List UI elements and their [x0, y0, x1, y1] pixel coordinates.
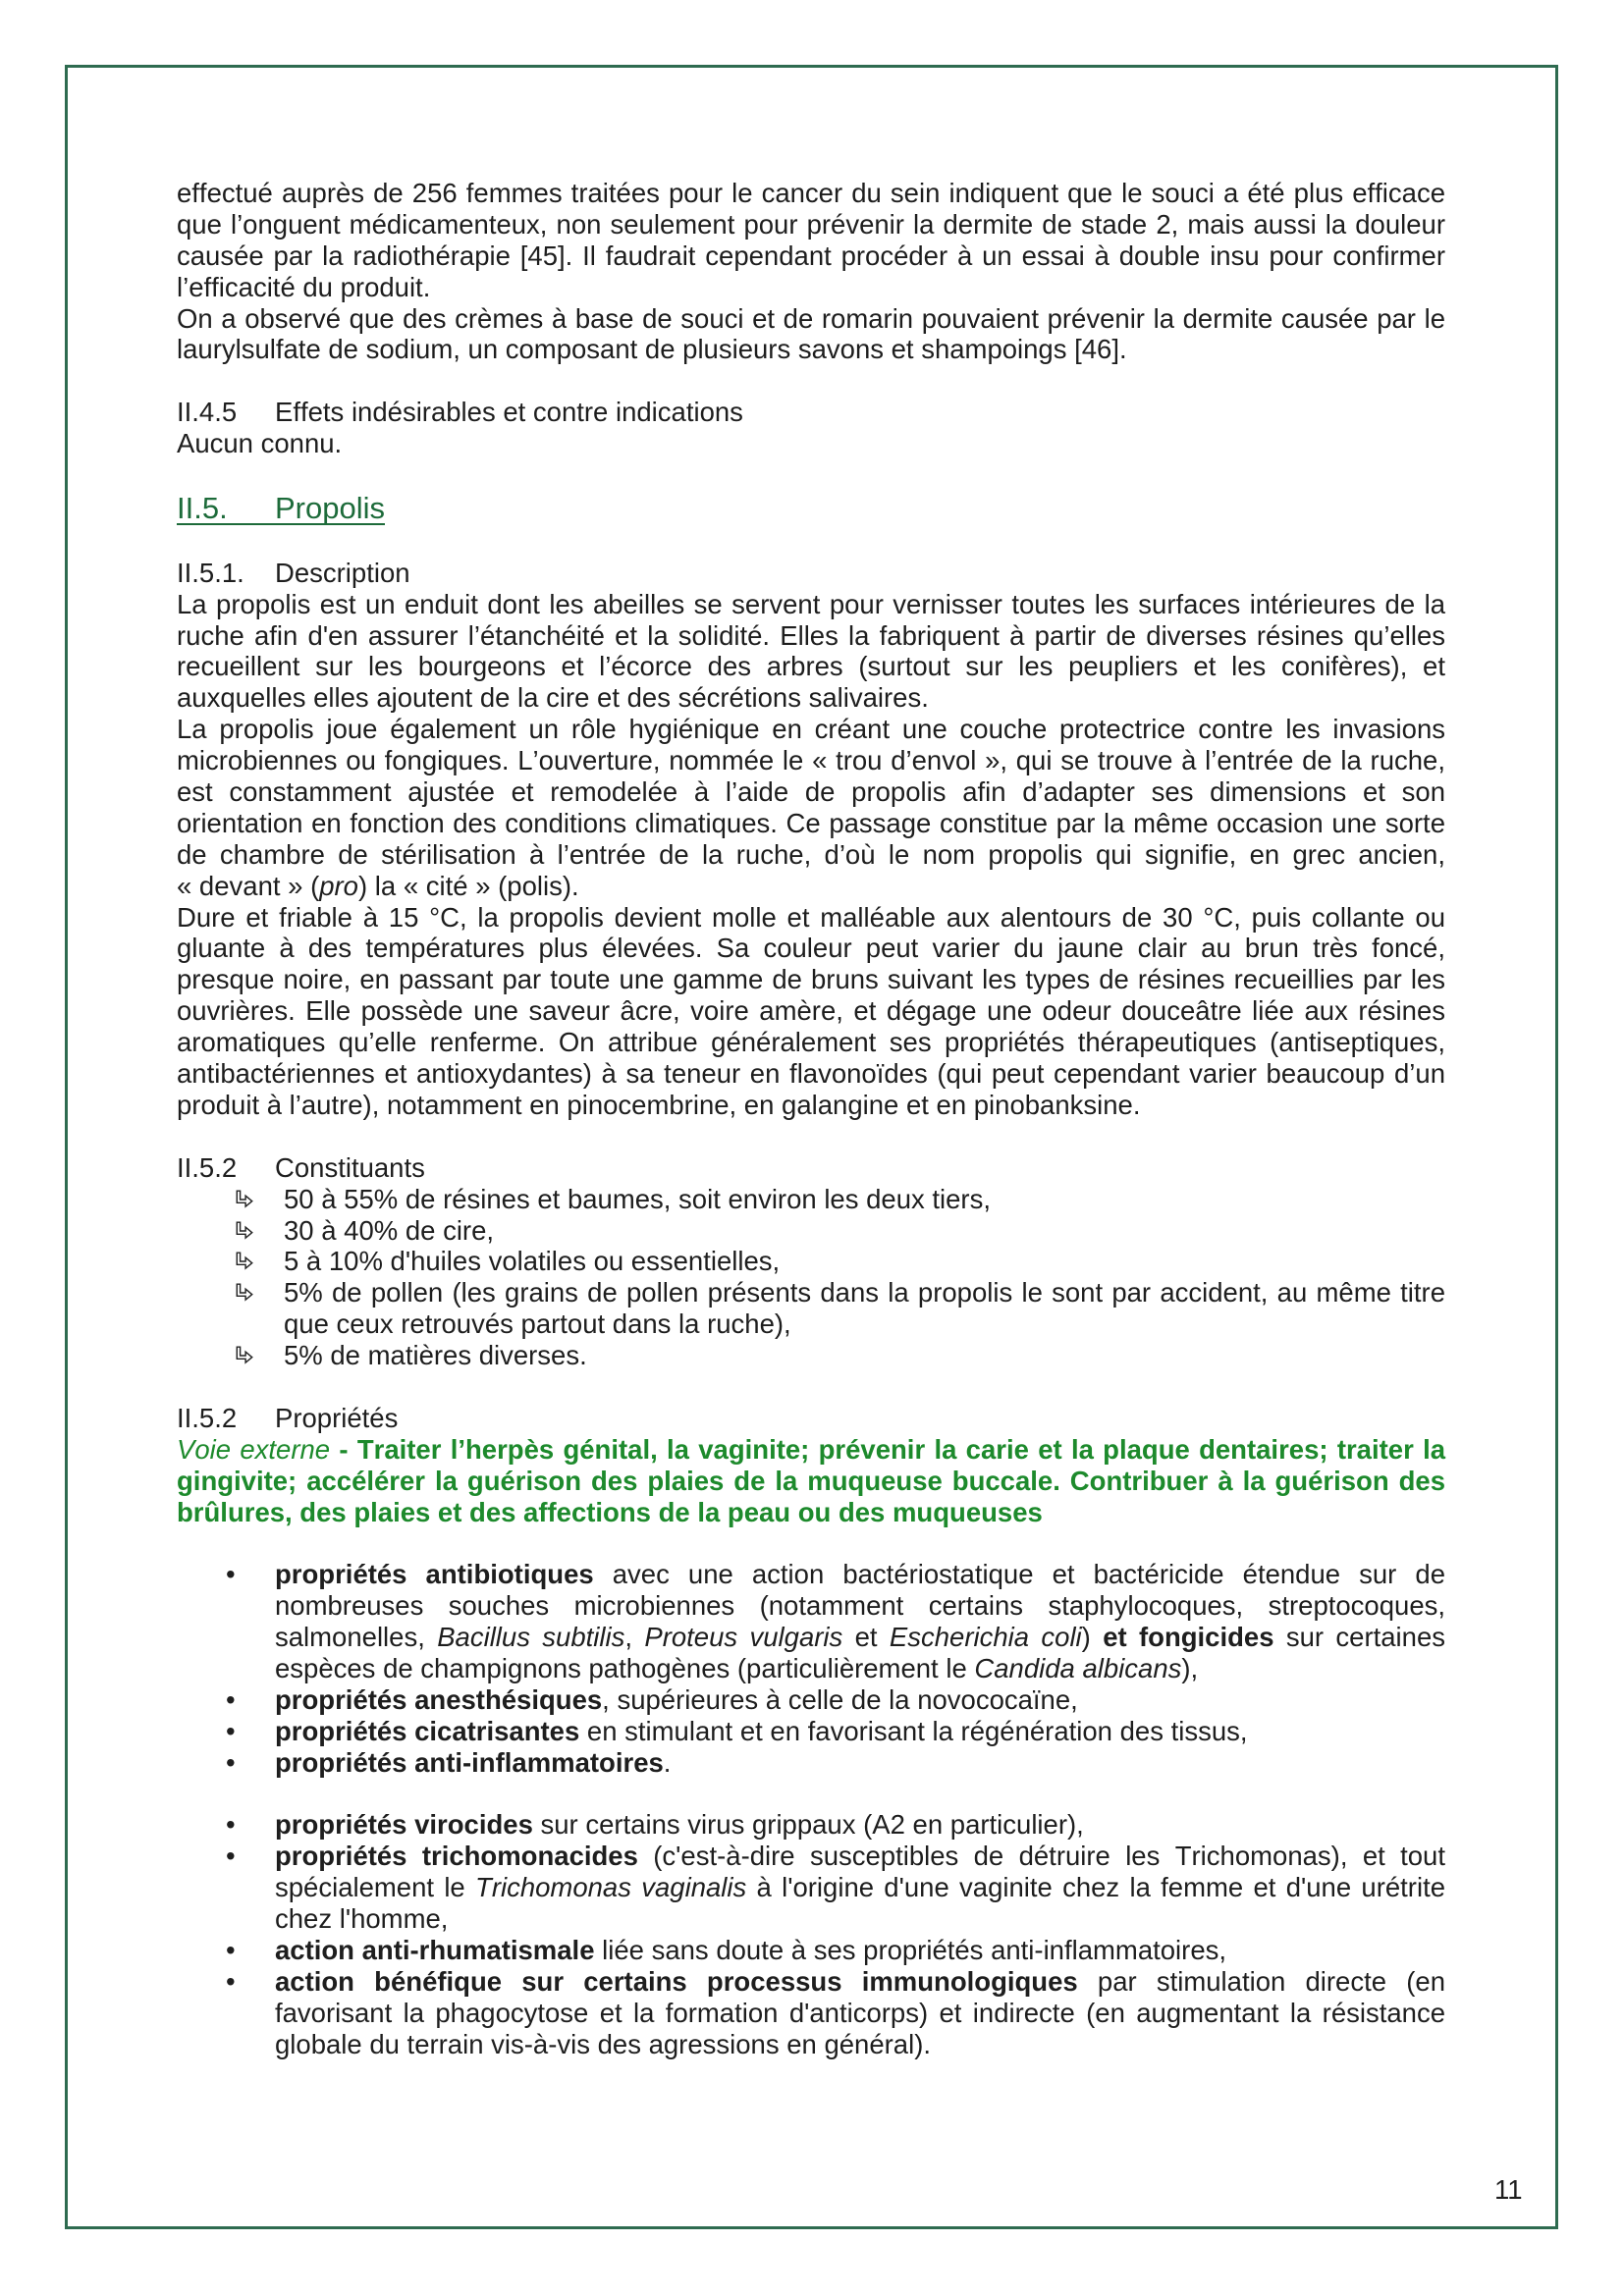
text-run: sur certains virus grippaux (A2 en particulier), [532, 1809, 1084, 1841]
bold-text: - Traiter l’herpès génital, la vaginite; prévenir la carie et la plaque dentaires; traiter la [330, 1433, 1445, 1465]
text-line: Aucun connu. [177, 428, 343, 459]
bullet-icon: • [226, 1965, 236, 1997]
text-line [275, 1966, 1445, 1998]
bold-term: et fongicides [1103, 1622, 1274, 1653]
bold-term: propriétés virocides [275, 1809, 533, 1841]
bold-text: brûlures, des plaies et des affections de la peau ou des muqueuses [177, 1496, 1043, 1527]
text-run: globale du terrain vis-à-vis des agressions en général). [275, 2028, 931, 2059]
text-line: recueillent sur les bourgeons et l’écorce des arbres (surtout sur les peupliers et les conifères), et [177, 651, 1445, 682]
text-line: presque noire, en passant par toute une gamme de bruns suivant les types de résines recueillies par les [177, 964, 1445, 995]
text-run: par stimulation directe (en [1077, 1965, 1445, 1997]
bullet-icon: • [226, 1715, 236, 1746]
text-run: sur certaines [1273, 1622, 1445, 1653]
bold-term: action anti-rhumatismale [275, 1934, 595, 1965]
text-line [275, 2029, 1445, 2060]
text-line: auxquelles elles ajoutent de la cire et des sécrétions salivaires. [177, 682, 929, 714]
subsection-number: II.4.5 [177, 397, 238, 428]
text-line: est constamment ajustée et remodelée à l’aide de propolis afin d’adapter ses dimensions et son [177, 776, 1445, 808]
emphasis-line [177, 1434, 1445, 1466]
text-run: , supérieures à celle de la novococaïne, [602, 1683, 1078, 1715]
subsection-number: II.5.1. [177, 557, 244, 588]
page-number: 11 [1494, 2174, 1523, 2205]
bullet-icon: • [226, 1746, 236, 1778]
bullet-icon: • [226, 1683, 236, 1715]
bullet-icon: • [226, 1809, 236, 1841]
hollow-arrow-icon [234, 1189, 255, 1210]
text-line: orientation en fonction des conditions climatiques. Ce passage constitue par la même occasion une sorte [177, 807, 1445, 838]
text-run: ) la « cité » (polis). [357, 870, 579, 901]
text-line: La propolis joue également un rôle hygiénique en créant une couche protectrice contre les invasions [177, 714, 1445, 745]
hollow-arrow-icon [234, 1220, 255, 1242]
emphasis-line [177, 1466, 1445, 1497]
list-item [177, 1246, 1445, 1277]
text-line [275, 1622, 1445, 1653]
text-line: effectué auprès de 256 femmes traitées pour le cancer du sein indiquent que le souci a été plus efficace [177, 178, 1445, 208]
list-item [177, 1340, 1445, 1371]
text-line: microbiennes ou fongiques. L’ouverture, nommée le « trou d’envol », qui se trouve à l’entrée de la ruche, [177, 745, 1445, 776]
bold-term: propriétés cicatrisantes [275, 1715, 580, 1746]
emphasis-line [177, 1497, 1445, 1528]
text-line [275, 1653, 1445, 1684]
text-run: ) [1081, 1622, 1104, 1653]
text-line [177, 871, 1445, 902]
text-run: salmonelles, [275, 1622, 438, 1653]
text-line [275, 1559, 1445, 1590]
list-item [177, 1559, 1445, 1684]
section-title: Propolis [275, 490, 385, 525]
hollow-arrow-icon [234, 1282, 255, 1304]
subsection-heading [177, 558, 1445, 589]
bold-term: propriétés trichomonacides [275, 1841, 638, 1872]
italic-term: pro [319, 870, 358, 901]
text-run: à l'origine d'une vaginite chez la femme et d'une urétrite [746, 1872, 1446, 1903]
text-line [275, 1590, 1445, 1622]
bullet-icon: • [226, 1559, 236, 1590]
list-item [177, 1966, 1445, 2060]
list-item [177, 1809, 1445, 1841]
text-line: antibactériennes et antioxydantes) à sa teneur en flavonoïdes (qui peut cependant varier beaucoup d’un [177, 1058, 1445, 1090]
text-line: causée par la radiothérapie [45]. Il faudrait cependant procéder à un essai à double insu pour confirmer [177, 240, 1445, 271]
list-item [177, 1716, 1445, 1747]
text-line: aromatiques qu’elle renferme. On attribue généralement ses propriétés thérapeutiques (antiseptiques, [177, 1027, 1445, 1058]
text-line [275, 1684, 1445, 1716]
bold-term: propriétés anesthésiques [275, 1683, 603, 1715]
list-item [177, 1184, 1445, 1215]
subsection-title: Propriétés [275, 1402, 399, 1433]
text-line [275, 1809, 1445, 1841]
text-run: espèces de champignons pathogènes (particulièrement le [275, 1652, 975, 1683]
list-item [177, 1215, 1445, 1247]
bold-text: gingivite; accélérer la guérison des plaies de la muqueuse buccale. Contribuer à la guérison des [177, 1465, 1445, 1496]
list-item [177, 1684, 1445, 1716]
text-line: 30 à 40% de cire, [284, 1214, 495, 1246]
bold-term: propriétés antibiotiques [275, 1559, 594, 1590]
bold-term: propriétés anti-inflammatoires [275, 1746, 664, 1778]
text-line: 5% de pollen (les grains de pollen présents dans la propolis le sont par accident, au même titre [284, 1277, 1445, 1308]
text-line: que ceux retrouvés partout dans la ruche), [284, 1308, 791, 1340]
subsection-title: Constituants [275, 1151, 425, 1183]
text-run: et [842, 1622, 890, 1653]
subsection-title: Effets indésirables et contre indications [275, 397, 743, 428]
blank-line [177, 1371, 1445, 1403]
text-line [275, 1747, 1445, 1779]
italic-term: Proteus vulgaris [644, 1622, 843, 1653]
hollow-arrow-icon [234, 1251, 255, 1272]
text-run: en stimulant et en favorisant la régénération des tissus, [579, 1715, 1248, 1746]
blank-line [177, 1121, 1445, 1152]
blank-line [177, 365, 1445, 397]
text-line [275, 1935, 1445, 1966]
list-item [177, 1277, 1445, 1340]
section-number: II.5. [177, 490, 228, 525]
text-run: nombreuses souches microbiennes (notamment certains staphylocoques, streptocoques, [275, 1590, 1445, 1622]
text-line: l’efficacité du produit. [177, 271, 431, 302]
blank-line [177, 459, 1445, 491]
italic-term: Voie externe [177, 1433, 331, 1465]
list-item [177, 1935, 1445, 1966]
blank-line [177, 1527, 1445, 1559]
text-line: ouvrières. Elle possède une saveur âcre, voire amère, et dégage une odeur douceâtre liée aux résines [177, 995, 1445, 1027]
text-line: On a observé que des crèmes à base de souci et de romarin pouvaient prévenir la dermite causée par le [177, 302, 1445, 334]
subsection-heading [177, 1152, 1445, 1184]
text-line: 5 à 10% d'huiles volatiles ou essentielles, [284, 1246, 781, 1277]
text-line: laurylsulfate de sodium, un composant de plusieurs savons et shampoings [46]. [177, 334, 1127, 365]
text-line: 50 à 55% de résines et baumes, soit environ les deux tiers, [284, 1183, 991, 1214]
text-line: de chambre de stérilisation à l’entrée de la ruche, d’où le nom propolis qui signifie, en grec ancien, [177, 838, 1445, 870]
section-heading-underline [177, 490, 385, 525]
italic-term: Escherichia coli [889, 1622, 1082, 1653]
text-line [275, 1998, 1445, 2029]
blank-line [177, 526, 1445, 558]
list-item [177, 1841, 1445, 1935]
text-line: produit à l’autre), notamment en pinocembrine, en galangine et en pinobanksine. [177, 1089, 1141, 1120]
text-run: . [663, 1746, 672, 1778]
text-line [275, 1841, 1445, 1872]
text-run: favorisant la phagocytose et la formation d'anticorps) et indirecte (en augmentant la résistance [275, 1997, 1445, 2028]
italic-term: Trichomonas vaginalis [475, 1872, 747, 1903]
text-run: (c'est-à-dire susceptibles de détruire les Trichomonas), et tout [637, 1841, 1445, 1872]
section-heading [177, 491, 1445, 526]
subsection-number: II.5.2 [177, 1402, 238, 1433]
bold-term: action bénéfique sur certains processus immunologiques [275, 1965, 1078, 1997]
text-line: La propolis est un enduit dont les abeilles se servent pour vernisser toutes les surfaces intérieures de la [177, 588, 1445, 619]
text-line: gluante à des températures plus élevées. Sa couleur peut varier du jaune clair au brun très foncé, [177, 933, 1445, 964]
text-run: chez l'homme, [275, 1903, 449, 1935]
text-run: « devant » ( [177, 870, 320, 901]
text-line: ruche afin d'en assurer l’étanchéité et la solidité. Elles la fabriquent à partir de diverses résines qu’elles [177, 619, 1445, 651]
subsection-title: Description [275, 557, 410, 588]
italic-term: Candida albicans [974, 1652, 1182, 1683]
bullet-icon: • [226, 1841, 236, 1872]
text-line [275, 1872, 1445, 1903]
bullet-icon: • [226, 1934, 236, 1965]
text-run: spécialement le [275, 1872, 476, 1903]
hollow-arrow-icon [234, 1345, 255, 1366]
text-line [275, 1903, 1445, 1935]
subsection-heading [177, 1403, 1445, 1434]
list-item [177, 1747, 1445, 1779]
text-run: avec une action bactériostatique et bactéricide étendue sur de [593, 1559, 1445, 1590]
text-line: que l’onguent médicamenteux, non seulement pour prévenir la dermite de stade 2, mais aussi la douleur [177, 208, 1445, 240]
text-line: Dure et friable à 15 °C, la propolis devient molle et malléable aux alentours de 30 °C, puis collante ou [177, 901, 1445, 933]
blank-line [177, 1779, 1445, 1810]
subsection-number: II.5.2 [177, 1151, 238, 1183]
text-run: ), [1181, 1652, 1199, 1683]
text-line: 5% de matières diverses. [284, 1340, 587, 1371]
text-line [275, 1716, 1445, 1747]
italic-term: Bacillus subtilis [437, 1622, 625, 1653]
text-run: , [624, 1622, 645, 1653]
subsection-heading [177, 397, 1445, 428]
page-body [177, 178, 1445, 2060]
text-run: liée sans doute à ses propriétés anti-inflammatoires, [594, 1934, 1227, 1965]
